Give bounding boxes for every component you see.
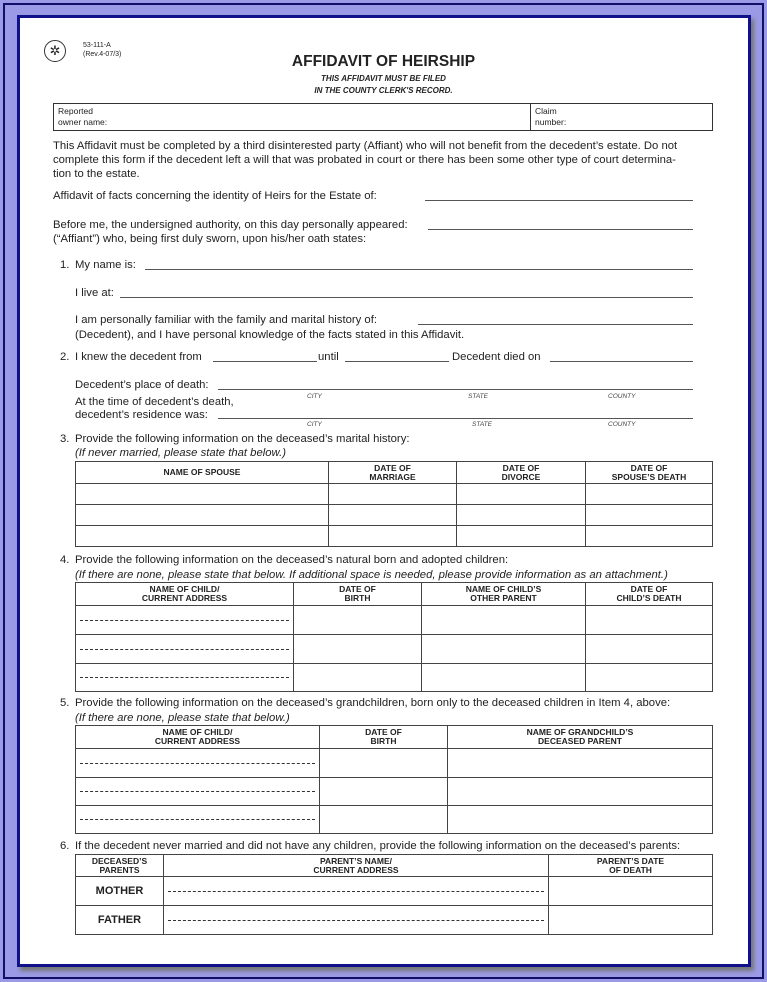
col-header: DATE OF BIRTH xyxy=(294,583,422,606)
item-note: (If there are none, please state that below. If additional space is needed, please provide information as an attachment.) xyxy=(75,569,668,581)
item-note: (If there are none, please state that below.) xyxy=(75,712,290,724)
address-label: I live at: xyxy=(75,287,114,299)
table-row-father[interactable] xyxy=(76,906,713,935)
table-row[interactable] xyxy=(76,484,713,505)
table-row-mother[interactable] xyxy=(76,877,713,906)
table-row[interactable] xyxy=(76,749,713,778)
facts-label: Affidavit of facts concerning the identity of Heirs for the Estate of: xyxy=(53,190,377,202)
item-text: If the decedent never married and did not have any children, provide the following information on the deceased’s parents: xyxy=(75,840,681,852)
col-header: DATE OF BIRTH xyxy=(320,726,448,749)
item-number: 5. xyxy=(60,697,70,709)
place-label: Decedent’s place of death: xyxy=(75,379,209,391)
item-number: 4. xyxy=(60,554,70,566)
decedent-name-field[interactable] xyxy=(418,324,693,325)
claim-label: Claim xyxy=(535,106,557,116)
intro-line: complete this form if the decedent left a will that was probated in court or there has been some other type of court determina- xyxy=(53,154,676,166)
item-text: Provide the following information on the deceased’s marital history: xyxy=(75,433,410,445)
before-label: Before me, the undersigned authority, on this day personally appeared: xyxy=(53,219,408,231)
col-header: NAME OF CHILD’S OTHER PARENT xyxy=(422,583,586,606)
died-label: Decedent died on xyxy=(452,351,541,363)
item-text: Provide the following information on the deceased’s natural born and adopted children: xyxy=(75,554,509,566)
claim-number-field[interactable] xyxy=(531,104,712,130)
decedent-text: (Decedent), and I have personal knowledge of the facts stated in this Affidavit. xyxy=(75,329,465,341)
owner-claim-box xyxy=(53,103,713,131)
date-of-death-field[interactable] xyxy=(550,361,693,362)
familiar-label: I am personally familiar with the family and marital history of: xyxy=(75,314,377,326)
grandchildren-table xyxy=(75,725,713,834)
item-text: Provide the following information on the deceased’s grandchildren, born only to the deceased children in Item 4, above: xyxy=(75,697,671,709)
children-table xyxy=(75,582,713,692)
address-field[interactable] xyxy=(120,297,693,298)
owner-name-field[interactable] xyxy=(54,104,531,130)
item-number: 3. xyxy=(60,433,70,445)
owner-label: Reported xyxy=(58,106,93,116)
table-row[interactable] xyxy=(76,664,713,692)
table-row[interactable] xyxy=(76,606,713,635)
col-header: PARENT’S NAME/ CURRENT ADDRESS xyxy=(164,855,549,877)
state-caption: STATE xyxy=(468,393,488,400)
claim-label: number: xyxy=(535,117,567,127)
affiant-field[interactable] xyxy=(428,229,693,230)
subtitle: THIS AFFIDAVIT MUST BE FILED xyxy=(321,74,446,83)
time-label: At the time of decedent’s death, xyxy=(75,396,234,408)
knew-from-field[interactable] xyxy=(213,361,317,362)
name-label: My name is: xyxy=(75,259,136,271)
col-header: NAME OF SPOUSE xyxy=(76,462,329,484)
name-field[interactable] xyxy=(145,269,693,270)
col-header: NAME OF CHILD/ CURRENT ADDRESS xyxy=(76,583,294,606)
residence-label: decedent’s residence was: xyxy=(75,409,208,421)
col-header: DATE OF MARRIAGE xyxy=(329,462,457,484)
col-header: NAME OF CHILD/ CURRENT ADDRESS xyxy=(76,726,320,749)
place-of-death-field[interactable] xyxy=(218,389,693,390)
row-label: MOTHER xyxy=(76,877,164,906)
table-row[interactable] xyxy=(76,526,713,547)
table-row[interactable] xyxy=(76,806,713,834)
city-caption: CITY xyxy=(307,393,322,400)
knew-until-field[interactable] xyxy=(345,361,449,362)
item-number: 2. xyxy=(60,351,70,363)
col-header: DATE OF SPOUSE’S DEATH xyxy=(586,462,713,484)
item-number: 6. xyxy=(60,840,70,852)
col-header: NAME OF GRANDCHILD’S DECEASED PARENT xyxy=(448,726,713,749)
subtitle: IN THE COUNTY CLERK'S RECORD. xyxy=(314,86,453,95)
form-revision: (Rev.4-07/3) xyxy=(83,51,122,58)
col-header: PARENT’S DATE OF DEATH xyxy=(549,855,713,877)
county-caption: COUNTY xyxy=(608,421,636,428)
item-note: (If never married, please state that below.) xyxy=(75,447,286,459)
table-row[interactable] xyxy=(76,635,713,664)
owner-label: owner name: xyxy=(58,117,108,127)
residence-field[interactable] xyxy=(218,418,693,419)
table-row[interactable] xyxy=(76,778,713,806)
intro-line: tion to the estate. xyxy=(53,168,140,180)
document-page xyxy=(17,15,751,967)
city-caption: CITY xyxy=(307,421,322,428)
col-header: DECEASED’S PARENTS xyxy=(76,855,164,877)
row-label: FATHER xyxy=(76,906,164,935)
until-label: until xyxy=(318,351,339,363)
item-number: 1. xyxy=(60,259,70,271)
page-title: AFFIDAVIT OF HEIRSHIP xyxy=(291,53,476,70)
parents-table xyxy=(75,854,713,935)
county-caption: COUNTY xyxy=(608,393,636,400)
knew-label: I knew the decedent from xyxy=(75,351,202,363)
state-caption: STATE xyxy=(472,421,492,428)
marital-history-table xyxy=(75,461,713,547)
state-seal-logo: ✲ xyxy=(44,40,66,62)
col-header: DATE OF CHILD’S DEATH xyxy=(586,583,713,606)
intro-line: This Affidavit must be completed by a third disinterested party (Affiant) who will not benefit from the decedent’s estate. Do not xyxy=(53,140,678,152)
affiant-text: (“Affiant”) who, being first duly sworn, upon his/her oath states: xyxy=(53,233,367,245)
col-header: DATE OF DIVORCE xyxy=(457,462,586,484)
estate-of-field[interactable] xyxy=(425,200,693,201)
table-row[interactable] xyxy=(76,505,713,526)
form-number: 53-111-A xyxy=(83,42,111,49)
